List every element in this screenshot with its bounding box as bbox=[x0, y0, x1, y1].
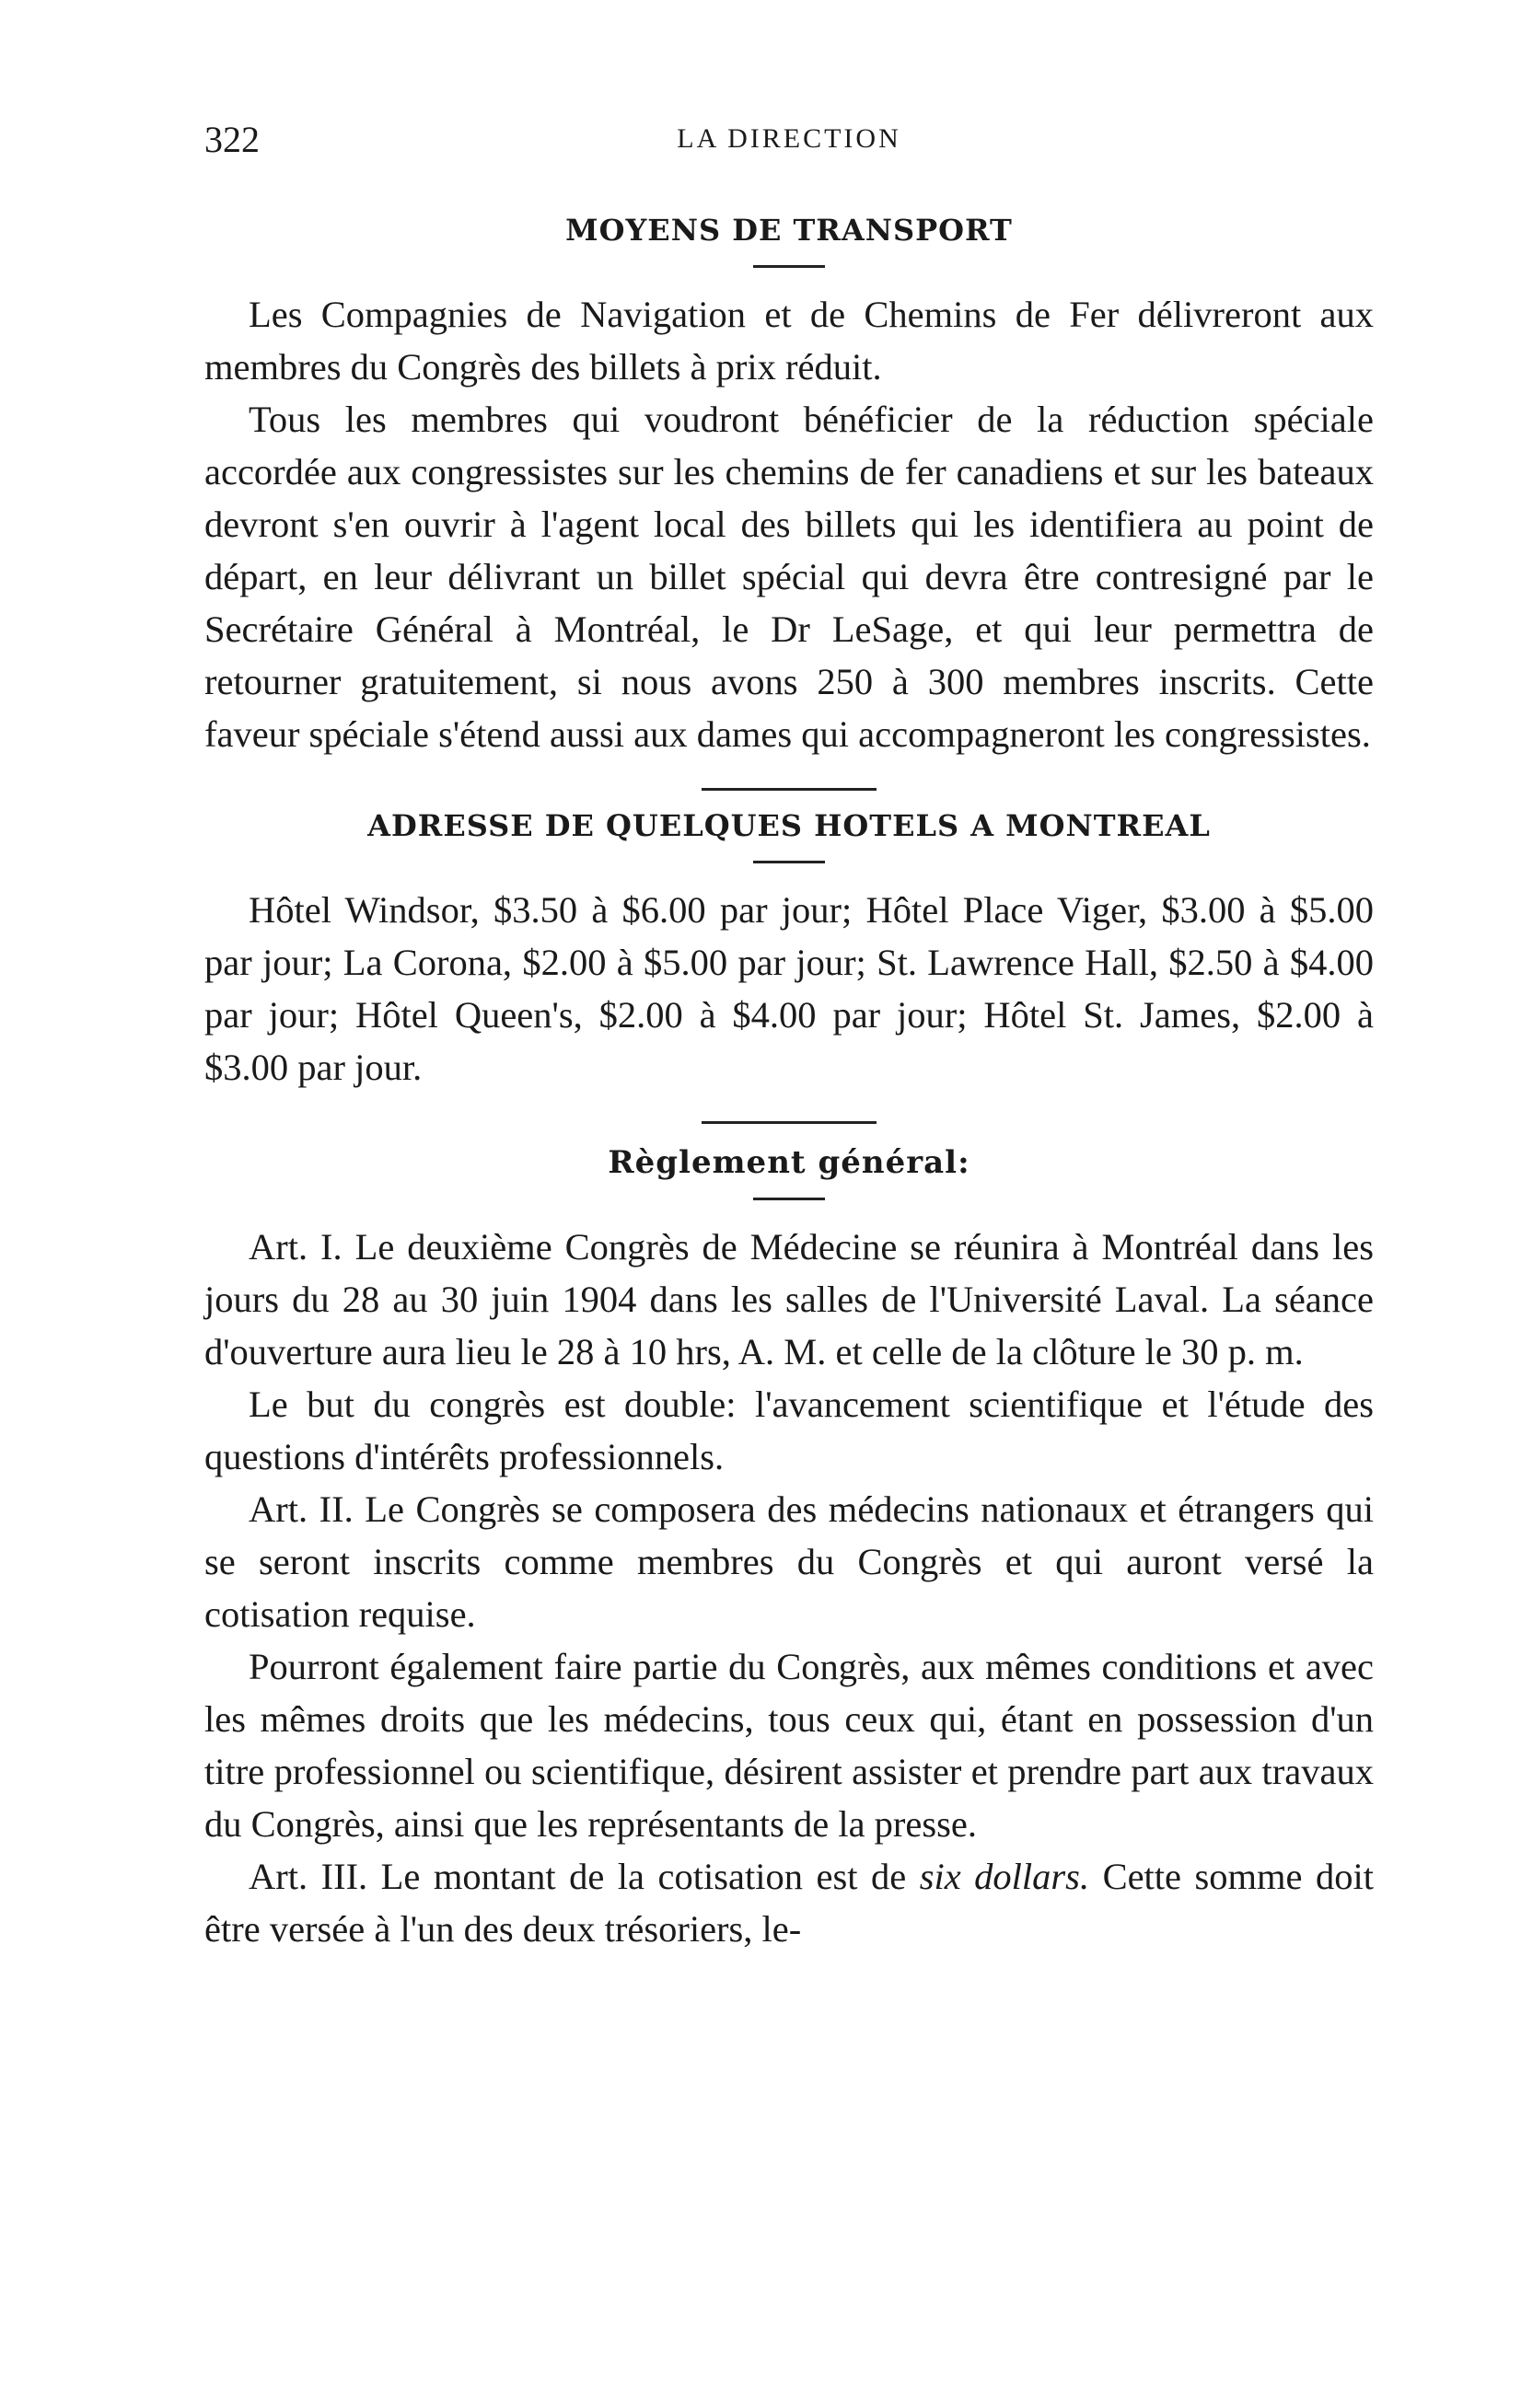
paragraph-art-2: Art. II. Le Congrès se composera des médecins nationaux et étrangers qui se seront inscrits comme membres du Congrès et qui auront versé la cotisation requise. bbox=[204, 1488, 1374, 1635]
art-3-amount: six dollars. bbox=[919, 1856, 1090, 1897]
art-3-lead: Art. III. Le montant de la cotisation est de bbox=[249, 1856, 920, 1897]
paragraph-art-1: Art. I. Le deuxième Congrès de Médecine se réunira à Montréal dans les jours du 28 au 30 juin 1904 dans les salles de l'Université Laval. La séance d'ouverture aura lieu le 28 à 10 hrs, A. M. et celle de la clôture le 30 p. m. bbox=[204, 1226, 1374, 1372]
paragraph-but: Le but du congrès est double: l'avancement scientifique et l'étude des questions d'intérêts professionnels. bbox=[204, 1383, 1374, 1477]
section-divider bbox=[702, 1121, 877, 1124]
running-title: LA DIRECTION bbox=[677, 123, 901, 154]
page-body bbox=[204, 208, 1374, 1955]
section-divider bbox=[753, 265, 825, 268]
page-number: 322 bbox=[204, 119, 260, 160]
section-divider bbox=[753, 1198, 825, 1200]
running-head bbox=[204, 118, 1374, 173]
section-title-reglement: Règlement général: bbox=[608, 1144, 970, 1181]
paragraph-transport-1: Les Compagnies de Navigation et de Chemins de Fer délivreront aux membres du Congrès des billets à prix réduit. bbox=[204, 294, 1374, 388]
paragraph-art-3 bbox=[204, 1850, 1374, 1955]
art-3-tail: Cette somme doit être versée à l'un des deux trésoriers, le- bbox=[204, 1856, 1375, 1950]
section-divider bbox=[753, 861, 825, 863]
section-title-transport: MOYENS DE TRANSPORT bbox=[565, 213, 1013, 248]
paragraph-hotels: Hôtel Windsor, $3.50 à $6.00 par jour; Hôtel Place Viger, $3.00 à $5.00 par jour; La Corona, $2.00 à $5.00 par jour; St. Lawrence Hall, $2.50 à $4.00 par jour; Hôtel Queen's, $2.00 à $4.00 par jour; Hôtel St. James, $2.00 à $3.00 par jour. bbox=[204, 889, 1374, 1088]
section-title-hotels: ADRESSE DE QUELQUES HOTELS A MONTREAL bbox=[367, 808, 1211, 843]
section-divider bbox=[702, 788, 877, 791]
paragraph-transport-2: Tous les membres qui voudront bénéficier de la réduction spéciale accordée aux congressistes sur les chemins de fer canadiens et sur les bateaux devront s'en ouvrir à l'agent local des billets qui les identifiera au point de départ, en leur délivrant un billet spécial qui devra être contresigné par le Secrétaire Général à Montréal, le Dr LeSage, et qui leur permettra de retourner gratuitement, si nous avons 250 à 300 membres inscrits. Cette faveur spéciale s'étend aussi aux dames qui accompagneront les congressistes. bbox=[204, 399, 1374, 755]
paragraph-pourront: Pourront également faire partie du Congrès, aux mêmes conditions et avec les mêmes droits que les médecins, tous ceux qui, étant en possession d'un titre professionnel ou scientifique, désirent assister et prendre part aux travaux du Congrès, ainsi que les représentants de la presse. bbox=[204, 1646, 1374, 1845]
